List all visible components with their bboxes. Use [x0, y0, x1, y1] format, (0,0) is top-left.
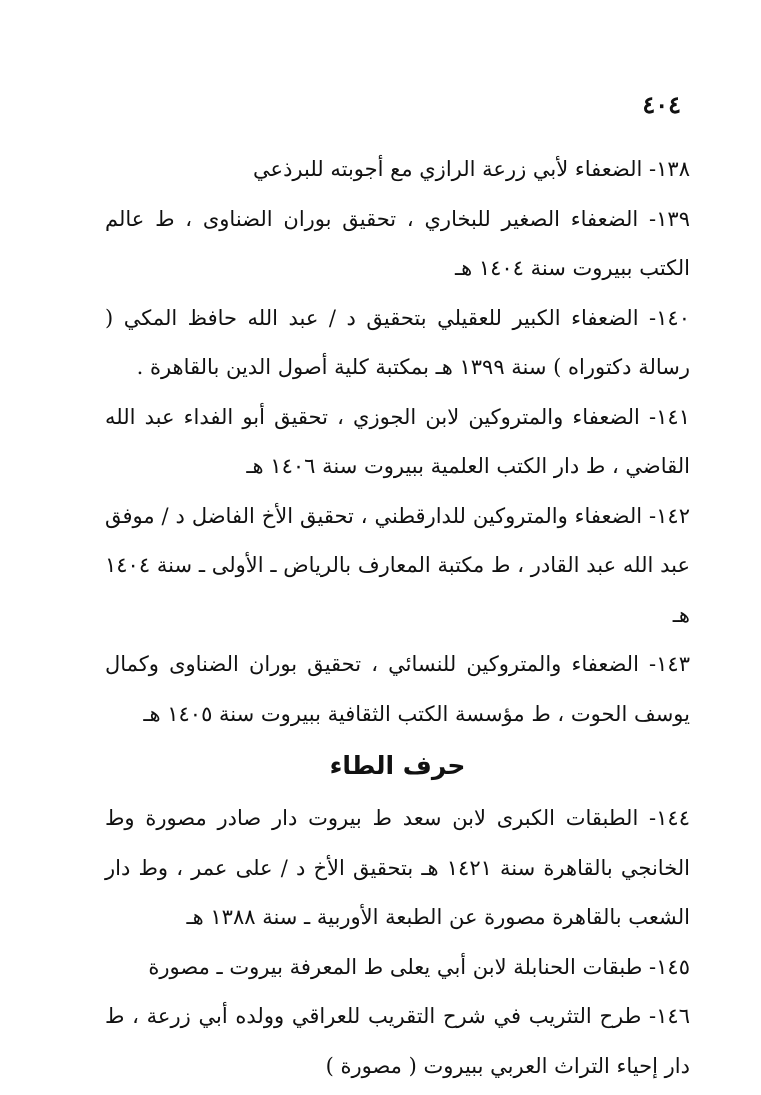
bibliography-entry-146: ١٤٦- طرح التثريب في شرح التقريب للعراقي وولده أبي زرعة ، ط دار إحياء التراث العربي ببيروت ( مصورة ) — [105, 1004, 690, 1078]
entry-number: ١٤٣ — [656, 652, 690, 676]
entry-number: ١٤٥ — [656, 954, 690, 979]
page-number: ٤٠٤ — [642, 90, 681, 119]
entry-number: ١٣٨ — [656, 157, 690, 181]
entry-text: طرح التثريب في شرح التقريب للعراقي وولده أبي زرعة ، ط دار إحياء التراث العربي ببيروت ( مصورة ) — [105, 1004, 690, 1078]
entry-number: ١٤١ — [656, 404, 690, 429]
entry-text: الضعفاء والمتروكين للدارقطني ، تحقيق الأخ الفاضل د / موفق عبد الله عبد القادر ، ط مكتبة المعارف بالرياض ـ الأولى ـ سنة ١٤٠٤ هـ — [105, 503, 690, 627]
bibliography-entry-142: ١٤٢- الضعفاء والمتروكين للدارقطني ، تحقيق الأخ الفاضل د / موفق عبد الله عبد القادر ، ط مكتبة المعارف بالرياض ـ الأولى ـ سنة ١٤٠٤ هـ — [105, 503, 690, 627]
entry-text: الضعفاء الصغير للبخاري ، تحقيق بوران الضناوى ، ط عالم الكتب ببيروت سنة ١٤٠٤ هـ — [105, 206, 690, 280]
bibliography-entry-143: ١٤٣- الضعفاء والمتروكين للنسائي ، تحقيق بوران الضناوى وكمال يوسف الحوت ، ط مؤسسة الكتب الثقافية ببيروت سنة ١٤٠٥ هـ — [105, 652, 690, 726]
entry-text: الضعفاء لأبي زرعة الرازي مع أجوبته للبرذعي — [253, 157, 643, 181]
bibliography-entry-138: ١٣٨- الضعفاء لأبي زرعة الرازي مع أجوبته للبرذعي — [253, 157, 690, 181]
bibliography-entry-141: ١٤١- الضعفاء والمتروكين لابن الجوزي ، تحقيق أبو الفداء عبد الله القاضي ، ط دار الكتب العلمية ببيروت سنة ١٤٠٦ هـ — [105, 404, 690, 478]
entry-number: ١٤٠ — [656, 305, 690, 330]
bibliography-list — [105, 145, 690, 1091]
entry-number: ١٤٦ — [656, 1004, 690, 1028]
entry-text: الطبقات الكبرى لابن سعد ط بيروت دار صادر مصورة وط الخانجي بالقاهرة سنة ١٤٢١ هـ بتحقيق الأخ د / على عمر ، وط دار الشعب بالقاهرة مصورة عن الطبعة الأوربية ـ سنة ١٣٨٨ هـ — [105, 806, 690, 929]
entry-number: ١٤٤ — [656, 806, 690, 830]
entry-text: الضعفاء والمتروكين لابن الجوزي ، تحقيق أبو الفداء عبد الله القاضي ، ط دار الكتب العلمية ببيروت سنة ١٤٠٦ هـ — [105, 404, 690, 478]
entry-number: ١٤٢ — [656, 503, 690, 528]
entry-number: ١٣٩ — [656, 206, 690, 231]
bibliography-entry-139: ١٣٩- الضعفاء الصغير للبخاري ، تحقيق بوران الضناوى ، ط عالم الكتب ببيروت سنة ١٤٠٤ هـ — [105, 206, 690, 280]
entry-text: الضعفاء الكبير للعقيلي بتحقيق د / عبد الله حافظ المكي ( رسالة دكتوراه ) سنة ١٣٩٩ هـ بمكتبة كلية أصول الدين بالقاهرة . — [105, 305, 690, 379]
bibliography-entry-140: ١٤٠- الضعفاء الكبير للعقيلي بتحقيق د / عبد الله حافظ المكي ( رسالة دكتوراه ) سنة ١٣٩٩ هـ بمكتبة كلية أصول الدين بالقاهرة . — [105, 305, 690, 379]
entry-text: طبقات الحنابلة لابن أبي يعلى ط المعرفة بيروت ـ مصورة — [148, 954, 643, 979]
bibliography-entry-144: ١٤٤- الطبقات الكبرى لابن سعد ط بيروت دار صادر مصورة وط الخانجي بالقاهرة سنة ١٤٢١ هـ بتحقيق الأخ د / على عمر ، وط دار الشعب بالقاهرة مصورة عن الطبعة الأوربية ـ سنة ١٣٨٨ هـ — [105, 806, 690, 929]
section-heading: حرف الطاء — [329, 751, 466, 780]
bibliography-entry-145: ١٤٥- طبقات الحنابلة لابن أبي يعلى ط المعرفة بيروت ـ مصورة — [148, 954, 690, 979]
entry-text: الضعفاء والمتروكين للنسائي ، تحقيق بوران الضناوى وكمال يوسف الحوت ، ط مؤسسة الكتب الثقافية ببيروت سنة ١٤٠٥ هـ — [105, 652, 690, 726]
